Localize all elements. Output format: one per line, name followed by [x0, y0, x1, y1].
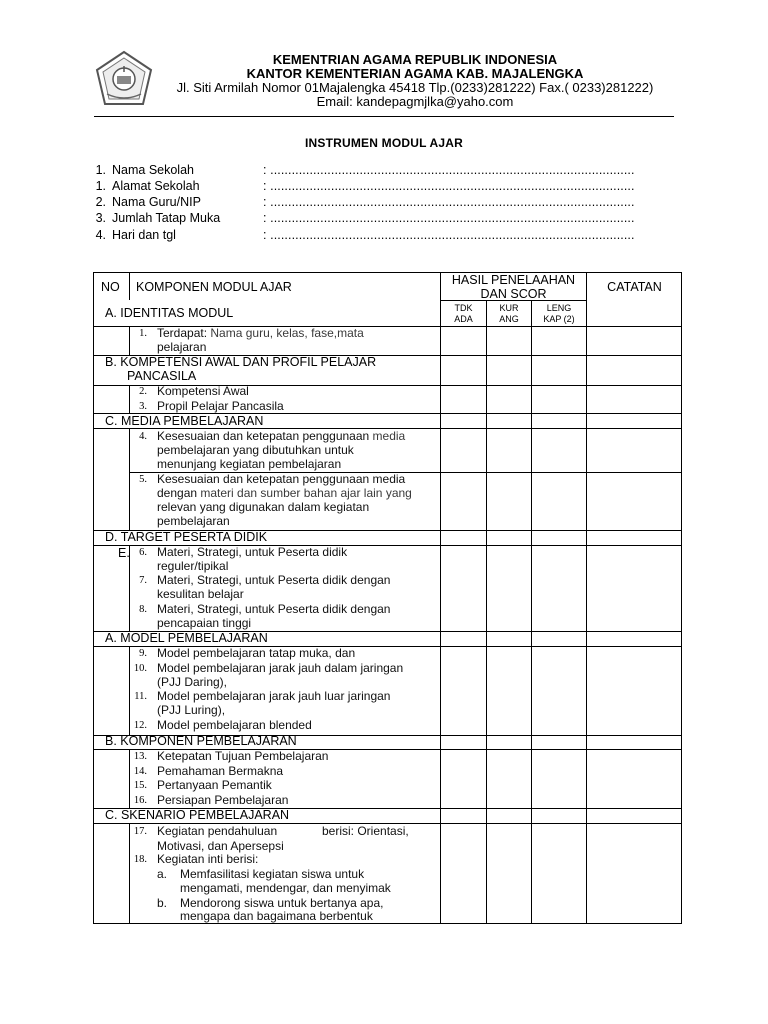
item-16: Persiapan Pembelajaran — [157, 793, 289, 807]
item-9: Model pembelajaran tatap muka, dan — [157, 646, 356, 660]
field-value: : ...................................................................................................... — [263, 228, 635, 242]
item-number: 3. — [139, 401, 147, 412]
item-number: 17. — [133, 826, 147, 837]
section-media-pembelajaran: C. MEDIA PEMBELAJARAN — [105, 414, 264, 428]
section-identitas-modul: A. IDENTITAS MODUL — [105, 306, 234, 320]
item-17-line-1a: Kegiatan pendahuluan — [157, 824, 278, 838]
section-target-peserta-didik: D. TARGET PESERTA DIDIK — [105, 530, 268, 544]
col-header-komponen: KOMPONEN MODUL AJAR — [136, 280, 292, 294]
item-number: 8. — [139, 604, 147, 615]
col-header-hasil-1: HASIL PENELAAHAN — [451, 273, 576, 287]
field-number: 2. — [95, 195, 106, 209]
item-number: 10. — [133, 663, 147, 674]
section-model-pembelajaran: A. MODEL PEMBELAJARAN — [105, 631, 268, 645]
item-number: 9. — [139, 648, 147, 659]
field-label: Jumlah Tatap Muka — [112, 211, 221, 225]
item-number: 15. — [133, 780, 147, 791]
document-title: INSTRUMEN MODUL AJAR — [304, 136, 463, 150]
item-10-line-1: Model pembelajaran jarak jauh dalam jaringan — [157, 661, 404, 675]
item-number: 6. — [139, 547, 147, 558]
item-number: 18. — [133, 854, 147, 865]
item-18: Kegiatan inti berisi: — [157, 852, 259, 866]
item-number: 2. — [139, 386, 147, 397]
item-number: 5. — [139, 474, 147, 485]
item-13: Ketepatan Tujuan Pembelajaran — [157, 749, 329, 763]
item-14: Pemahaman Bermakna — [157, 764, 284, 778]
section-kompetensi-awal: B. KOMPETENSI AWAL DAN PROFIL PELAJAR — [105, 355, 377, 369]
sub-header-tdk-1: TDK — [454, 303, 473, 313]
ministry-emblem-icon — [93, 50, 155, 108]
field-value: : ...................................................................................................... — [263, 179, 635, 193]
sub-item-a-line-2: mengamati, mendengar, dan menyimak — [180, 881, 391, 895]
field-number: 3. — [95, 211, 106, 225]
item-number: 13. — [133, 751, 147, 762]
sub-header-kur-2: ANG — [499, 314, 519, 324]
sub-header-leng-1: LENG — [546, 303, 572, 313]
header-address: Jl. Siti Armilah Nomor 01Majalengka 45418 Tlp.(0233)281222) Fax.( 0233)281222) — [176, 80, 654, 95]
sub-header-tdk-2: ADA — [454, 314, 473, 324]
field-number: 4. — [95, 228, 106, 242]
sub-item-b-line-2: mengapa dan bagaimana berbentuk — [180, 909, 373, 923]
item-1-line-2: pelajaran — [157, 340, 207, 354]
item-number: 14. — [133, 766, 147, 777]
item-5-line-2: dengan materi dan sumber bahan ajar lain yang — [157, 486, 412, 500]
item-17-line-2: Motivasi, dan Apersepsi — [157, 839, 284, 853]
item-6-line-1: Materi, Strategi, untuk Peserta didik — [157, 545, 348, 559]
sub-header-kur-1: KUR — [499, 303, 519, 313]
sub-item-b-line-1: Mendorong siswa untuk bertanya apa, — [180, 896, 384, 910]
item-10-line-2: (PJJ Daring), — [157, 675, 228, 689]
col-header-hasil-2: DAN SCOR — [480, 287, 547, 301]
field-label: Hari dan tgl — [112, 228, 176, 242]
item-1-line-1: Terdapat: Nama guru, kelas, fase,mata — [157, 326, 364, 340]
header-divider — [94, 116, 674, 117]
sub-header-leng-2: KAP (2) — [543, 314, 575, 324]
field-number: 1. — [95, 179, 106, 193]
header-email: Email: kandepagmjlka@yaho.com — [316, 94, 514, 109]
col-header-no: NO — [101, 280, 120, 294]
item-5-line-3: relevan yang digunakan dalam kegiatan — [157, 500, 370, 514]
item-4-line-1: Kesesuaian dan ketepatan penggunaan media — [157, 429, 406, 443]
header-office: KANTOR KEMENTERIAN AGAMA KAB. MAJALENGKA — [246, 66, 584, 81]
item-number: 16. — [133, 795, 147, 806]
item-6-line-2: reguler/tipikal — [157, 559, 229, 573]
col-header-catatan: CATATAN — [607, 280, 662, 294]
stray-label-e: E. — [118, 546, 130, 560]
item-4-line-3: menunjang kegiatan pembelajaran — [157, 457, 342, 471]
item-7-line-2: kesulitan belajar — [157, 587, 244, 601]
item-number: 11. — [134, 691, 147, 702]
item-number: 12. — [133, 720, 147, 731]
item-17-line-1b: berisi: Orientasi, — [322, 824, 409, 838]
field-number: 1. — [95, 163, 106, 177]
item-2: Kompetensi Awal — [157, 384, 249, 398]
field-label: Nama Guru/NIP — [112, 195, 201, 209]
item-8-line-1: Materi, Strategi, untuk Peserta didik dengan — [157, 602, 391, 616]
instrument-table — [93, 272, 682, 924]
section-skenario-pembelajaran: C. SKENARIO PEMBELAJARAN — [105, 808, 290, 822]
item-5-line-1: Kesesuaian dan ketepatan penggunaan media — [157, 472, 406, 486]
section-kompetensi-awal-2: PANCASILA — [127, 369, 197, 383]
item-12: Model pembelajaran blended — [157, 718, 312, 732]
item-7-line-1: Materi, Strategi, untuk Peserta didik dengan — [157, 573, 391, 587]
sub-item-b-marker: b. — [157, 896, 168, 910]
item-3: Propil Pelajar Pancasila — [157, 399, 284, 413]
section-komponen-pembelajaran: B. KOMPONEN PEMBELAJARAN — [105, 734, 297, 748]
item-4-line-2: pembelajaran yang dibutuhkan untuk — [157, 443, 354, 457]
item-11-line-2: (PJJ Luring), — [157, 703, 226, 717]
item-number: 1. — [139, 328, 147, 339]
field-value: : ...................................................................................................... — [263, 195, 635, 209]
item-number: 7. — [139, 575, 147, 586]
item-number: 4. — [139, 431, 147, 442]
item-8-line-2: pencapaian tinggi — [157, 616, 252, 630]
sub-item-a-marker: a. — [157, 867, 168, 881]
field-value: : ...................................................................................................... — [263, 163, 635, 177]
field-label: Nama Sekolah — [112, 163, 194, 177]
item-11-line-1: Model pembelajaran jarak jauh luar jaringan — [157, 689, 391, 703]
header-ministry: KEMENTRIAN AGAMA REPUBLIK INDONESIA — [272, 52, 558, 67]
field-label: Alamat Sekolah — [112, 179, 200, 193]
item-5-line-4: pembelajaran — [157, 514, 230, 528]
field-value: : ...................................................................................................... — [263, 211, 635, 225]
sub-item-a-line-1: Memfasilitasi kegiatan siswa untuk — [180, 867, 365, 881]
item-15: Pertanyaan Pemantik — [157, 778, 272, 792]
